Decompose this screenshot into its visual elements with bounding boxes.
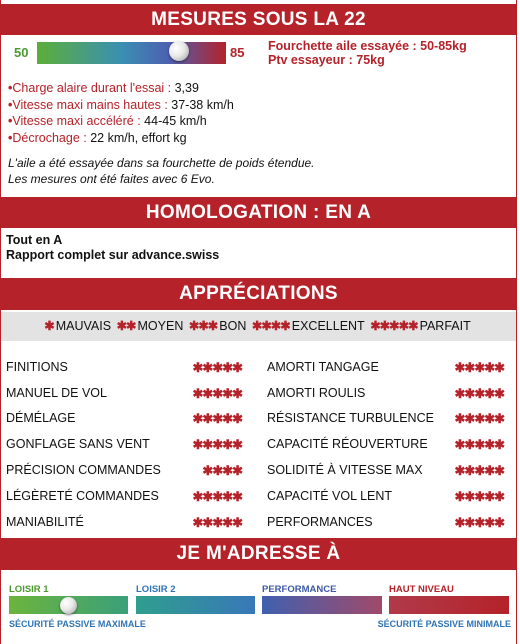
target-category-label: HAUT NIVEAU: [389, 584, 454, 595]
rating-stars: ✱✱✱✱✱: [454, 515, 504, 530]
target-bar-performance: [262, 596, 382, 614]
rating-stars: ✱✱✱✱✱: [454, 463, 504, 478]
rating-label: PERFORMANCES: [267, 515, 373, 529]
fourchette-text: Fourchette aile essayée : 50-85kg: [268, 39, 467, 53]
rating-label: AMORTI TANGAGE: [267, 360, 379, 374]
rating-stars: ✱✱✱✱✱: [192, 437, 242, 452]
rating-stars: ✱✱✱✱✱: [192, 515, 242, 530]
rating-label: SOLIDITÉ À VITESSE MAX: [267, 463, 423, 477]
legend-label: EXCELLENT: [291, 319, 365, 333]
rating-label: RÉSISTANCE TURBULENCE: [267, 411, 434, 425]
spec-value: 3,39: [174, 81, 199, 95]
rating-label: AMORTI ROULIS: [267, 386, 366, 400]
rating-label: GONFLAGE SANS VENT: [6, 437, 150, 451]
legend-stars: ✱✱✱: [188, 319, 218, 333]
weight-info: [268, 39, 467, 67]
rating-label: FINITIONS: [6, 360, 68, 374]
homologation-text: [6, 233, 219, 263]
rating-label: PRÉCISION COMMANDES: [6, 463, 161, 477]
rating-stars: ✱✱✱✱✱: [192, 411, 242, 426]
homologation-title: HOMOLOGATION : EN A: [145, 202, 372, 223]
target-category-label: PERFORMANCE: [262, 584, 337, 595]
spec-list: [8, 80, 234, 146]
spec-label: Vitesse maxi mains hautes :: [12, 97, 168, 112]
spec-label: Décrochage :: [12, 130, 87, 145]
target-bar-loisir2: [136, 596, 255, 614]
rating-stars: ✱✱✱✱: [202, 463, 242, 478]
homologation-header: [0, 197, 517, 228]
measures-header: [0, 4, 517, 35]
target-level-knob: [60, 597, 77, 614]
rating-stars: ✱✱✱✱✱: [192, 489, 242, 504]
legend-label: PARFAIT: [419, 319, 471, 333]
legend-label: MOYEN: [137, 319, 184, 333]
weight-range-bar: [37, 42, 226, 64]
spec-item: •Vitesse maxi mains hautes : 37-38 km/h: [8, 97, 234, 112]
range-max-label: 85: [230, 45, 245, 60]
rating-stars: ✱✱✱✱✱: [192, 386, 242, 401]
legend-label: MAUVAIS: [55, 319, 112, 333]
legend-label: BON: [219, 319, 247, 333]
rating-stars: ✱✱✱✱✱: [192, 360, 242, 375]
legend-stars: ✱: [44, 319, 54, 333]
spec-value: 22 km/h, effort kg: [90, 130, 187, 145]
legend-stars: ✱✱: [116, 319, 136, 333]
rating-label: CAPACITÉ RÉOUVERTURE: [267, 437, 428, 451]
note-line: Les mesures ont été faites avec 6 Evo.: [8, 172, 215, 186]
target-category-label: LOISIR 1: [9, 584, 49, 595]
spec-label: Vitesse maxi accéléré :: [12, 114, 141, 128]
target-bar-haut-niveau: [389, 596, 509, 614]
spec-item: •Charge alaire durant l'essai : 3,39: [8, 81, 199, 95]
spec-value: 37-38 km/h: [171, 97, 234, 112]
weight-range-knob: [169, 41, 189, 61]
target-title: JE M'ADRESSE À: [176, 543, 341, 564]
rating-label: MANIABILITÉ: [6, 515, 84, 529]
secu-max-label: SÉCURITÉ PASSIVE MAXIMALE: [9, 619, 146, 629]
target-header: [0, 538, 517, 570]
spec-item: •Vitesse maxi accéléré : 44-45 km/h: [8, 114, 207, 128]
spec-value: 44-45 km/h: [144, 114, 207, 128]
legend-stars: ✱✱✱✱✱: [370, 319, 418, 333]
spec-label: Charge alaire durant l'essai :: [12, 81, 172, 95]
ptv-text: Ptv essayeur : 75kg: [268, 53, 385, 67]
rating-label: MANUEL DE VOL: [6, 386, 107, 400]
rating-stars: ✱✱✱✱✱: [454, 411, 504, 426]
appreciations-title: APPRÉCIATIONS: [179, 283, 338, 304]
rating-label: CAPACITÉ VOL LENT: [267, 489, 393, 503]
spec-item: •Décrochage : 22 km/h, effort kg: [8, 130, 187, 145]
rating-label: LÉGÈRETÉ COMMANDES: [6, 489, 159, 503]
legend-stars: ✱✱✱✱: [251, 319, 290, 333]
target-category-label: LOISIR 2: [136, 584, 176, 595]
measures-title: MESURES SOUS LA 22: [151, 9, 366, 30]
note-line: L'aile a été essayée dans sa fourchette de poids étendue.: [8, 156, 315, 170]
homologation-line: Tout en A: [6, 233, 63, 247]
homologation-line: Rapport complet sur advance.swiss: [6, 248, 220, 262]
rating-label: DÉMÉLAGE: [6, 411, 76, 425]
rating-stars: ✱✱✱✱✱: [454, 437, 504, 452]
test-notes: [8, 155, 315, 187]
secu-min-label: SÉCURITÉ PASSIVE MINIMALE: [377, 619, 511, 629]
range-min-label: 50: [14, 45, 29, 60]
rating-legend: [1, 312, 516, 341]
rating-stars: ✱✱✱✱✱: [454, 360, 504, 375]
rating-stars: ✱✱✱✱✱: [454, 386, 504, 401]
rating-stars: ✱✱✱✱✱: [454, 489, 504, 504]
appreciations-header: [0, 278, 517, 310]
